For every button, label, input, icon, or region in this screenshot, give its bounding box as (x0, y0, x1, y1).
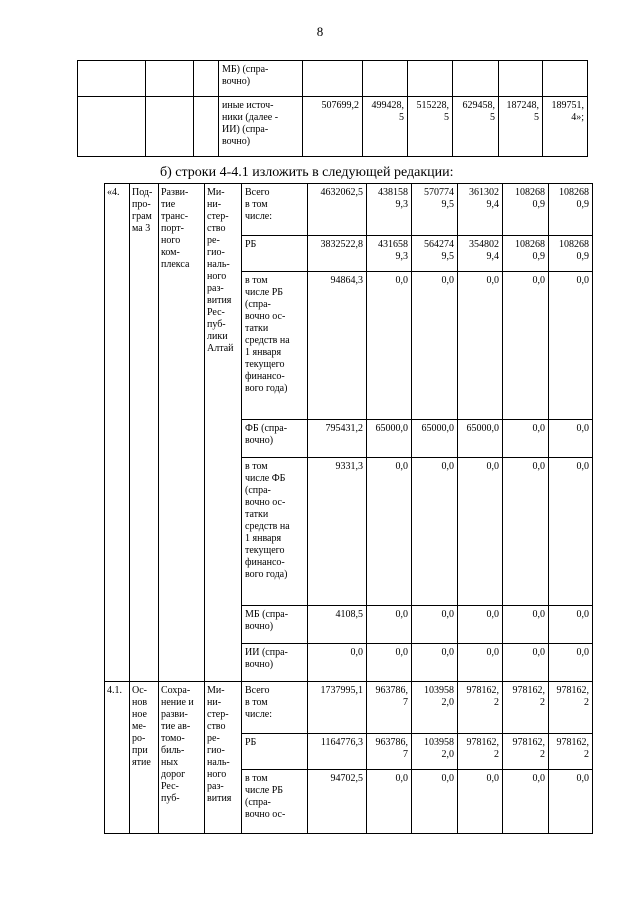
table-row: иные источ- ники (далее - ИИ) (спра- вочно) 507699,2 499428, 5 515228, 5 629458, 5 187248, 5 189751, 4»; (78, 97, 588, 157)
continuation-table (77, 60, 588, 157)
table-row: в том числе ФБ (спра- вочно ос- татки средств на 1 января текущего финансо- вого года) 9331,3 0,0 0,0 0,0 0,0 0,0 (105, 458, 593, 606)
source-cell: Всего в том числе: (242, 184, 308, 236)
executor: Ми- ни- стер- ство ре- гио- наль- ного раз- вития Рес- пуб- лики Алтай (205, 184, 242, 682)
section-heading: б) строки 4-4.1 изложить в следующей редакции: (160, 165, 454, 180)
source-cell: ФБ (спра- вочно) (242, 420, 308, 458)
program-name: Ос- нов ное ме- ро- при ятие (130, 682, 159, 834)
table-row: в том числе РБ (спра- вочно ос- татки средств на 1 января текущего финансо- вого года) 94864,3 0,0 0,0 0,0 0,0 0,0 (105, 272, 593, 420)
table-row: 4.1. Ос- нов ное ме- ро- при ятие Сохра- нение и разви- тие ав- томо- биль- ных дорог Рес- пуб- Ми- ни- стер- ство ре- гио- наль- ного раз- вития Всего в том числе: 1737995,1 963786, 7 103958 2,0 978162, 2 978162, 2 978162, 2 (105, 682, 593, 734)
executor: Ми- ни- стер- ство ре- гио- наль- ного раз- вития (205, 682, 242, 834)
source-cell: в том числе РБ (спра- вочно ос- (242, 770, 308, 834)
program-name: Под- про- грам ма 3 (130, 184, 159, 682)
source-cell: иные источ- ники (далее - ИИ) (спра- вочно) (219, 97, 303, 157)
source-cell: ИИ (спра- вочно) (242, 644, 308, 682)
source-cell: МБ (спра- вочно) (242, 606, 308, 644)
program-table (104, 183, 593, 834)
table-row: МБ (спра- вочно) 4108,5 0,0 0,0 0,0 0,0 0,0 (105, 606, 593, 644)
table-row: в том числе РБ (спра- вочно ос- 94702,5 0,0 0,0 0,0 0,0 0,0 (105, 770, 593, 834)
table-row: ФБ (спра- вочно) 795431,2 65000,0 65000,0 65000,0 0,0 0,0 (105, 420, 593, 458)
table-row: РБ 1164776,3 963786, 7 103958 2,0 978162, 2 978162, 2 978162, 2 (105, 734, 593, 770)
table-row: ИИ (спра- вочно) 0,0 0,0 0,0 0,0 0,0 0,0 (105, 644, 593, 682)
source-cell: в том числе РБ (спра- вочно ос- татки средств на 1 января текущего финансо- вого года) (242, 272, 308, 420)
table-row (78, 61, 588, 97)
program-title: Сохра- нение и разви- тие ав- томо- биль- ных дорог Рес- пуб- (159, 682, 205, 834)
table-row: РБ 3832522,8 431658 9,3 564274 9,5 354802 9,4 108268 0,9 108268 0,9 (105, 236, 593, 272)
source-cell: в том числе ФБ (спра- вочно ос- татки средств на 1 января текущего финансо- вого года) (242, 458, 308, 606)
program-title: Разви- тие транс- порт- ного ком- плекса (159, 184, 205, 682)
source-cell: РБ (242, 236, 308, 272)
source-cell: РБ (242, 734, 308, 770)
page-number: 8 (316, 24, 324, 39)
source-cell: Всего в том числе: (242, 682, 308, 734)
row-number: 4.1. (105, 682, 130, 834)
source-cell: МБ) (спра- вочно) (219, 61, 303, 97)
table-row: «4. Под- про- грам ма 3 Разви- тие транс- порт- ного ком- плекса Ми- ни- стер- ство ре- гио- наль- ного раз- вития Рес- пуб- лики Алтай Всего в том числе: 4632062,5 438158 9,3 570774 9,5 361302 9,4 108268 0,9 108268 0,9 (105, 184, 593, 236)
row-number: «4. (105, 184, 130, 682)
